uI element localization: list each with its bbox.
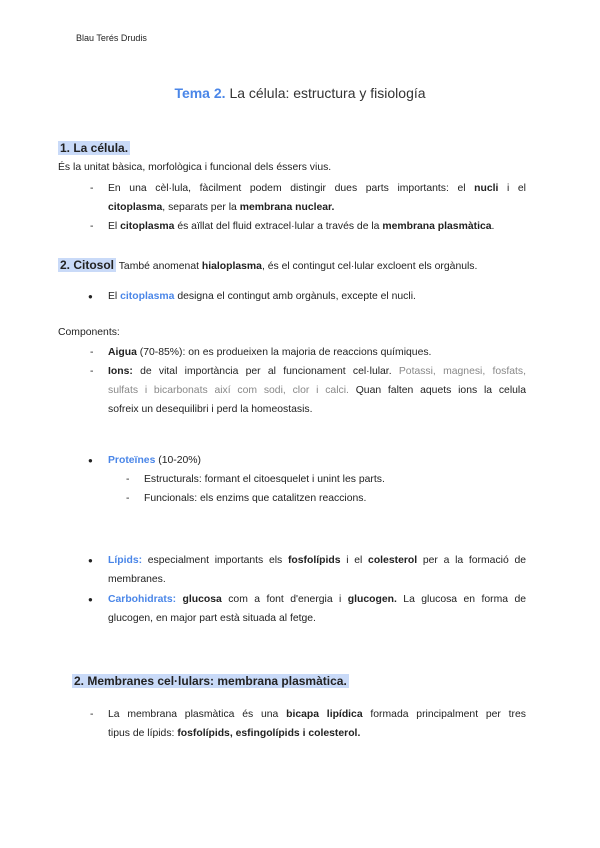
section-2-citosol: 2. Citosol També anomenat hialoplasma, és el contingut cel·lular excloent els orgànuls. [60,258,478,272]
title-prefix: Tema 2. [174,85,226,101]
section-1-bullet-2: El citoplasma és aïllat del fluid extracel·lular a través de la membrana plasmàtica. [108,221,495,232]
proteines-sub-2: Funcionals: els enzims que catalitzen reaccions. [144,493,367,504]
section-1-heading [58,140,130,159]
title-text: La célula: estructura y fisiología [229,85,426,101]
heading-text: 2. Citosol [60,258,115,272]
citosol-bullet: El citoplasma designa el contingut amb orgànuls, excepte el nucli. [108,291,416,302]
proteines-sub-1: Estructurals: formant el citoesquelet i unint les parts. [144,474,385,485]
heading-text: 1. La célula. [60,141,129,155]
section-3-heading [72,673,349,692]
page-title [0,83,600,103]
component-ions: Ions: de vital importància per al funcionament cel·lular. Potassi, magnesi, fosfats, sulfats i bicarbonats així com sodi, clor i calci. Quan falten aquets ions la celula sofreix un desequilibri i perd la homeostasis. [108,366,527,415]
component-carbohidrats: Carbohidrats: glucosa com a font d'energia i glucogen. La glucosa en forma de glucogen, en major part està situada al fetge. [108,594,527,624]
components-label: Components: [58,327,120,338]
section-3-bullet-1: La membrana plasmàtica és una bicapa lipídica formada principalment per tres tipus de lípids: fosfolípids, esfingolípids i colesterol. [108,709,526,739]
heading-text: 2. Membranes cel·lulars: membrana plasmàtica. [74,674,347,688]
component-lipids: Lípids: especialment importants els fosfolípids i el colesterol per a la formació de membranes. [108,555,527,585]
author-name: Blau Terés Drudis [76,33,147,43]
section-1-intro: És la unitat bàsica, morfològica i funcional dels éssers vius. [58,162,332,173]
section-1-bullet-1: En una cèl·lula, fàcilment podem distingir dues parts importants: el nucli i el citoplasma, separats per la membrana nuclear. [108,183,526,213]
component-proteines: Proteïnes (10-20%) [108,455,201,466]
component-aigua: Aigua (70-85%): on es produeixen la majoria de reaccions químiques. [108,347,432,358]
